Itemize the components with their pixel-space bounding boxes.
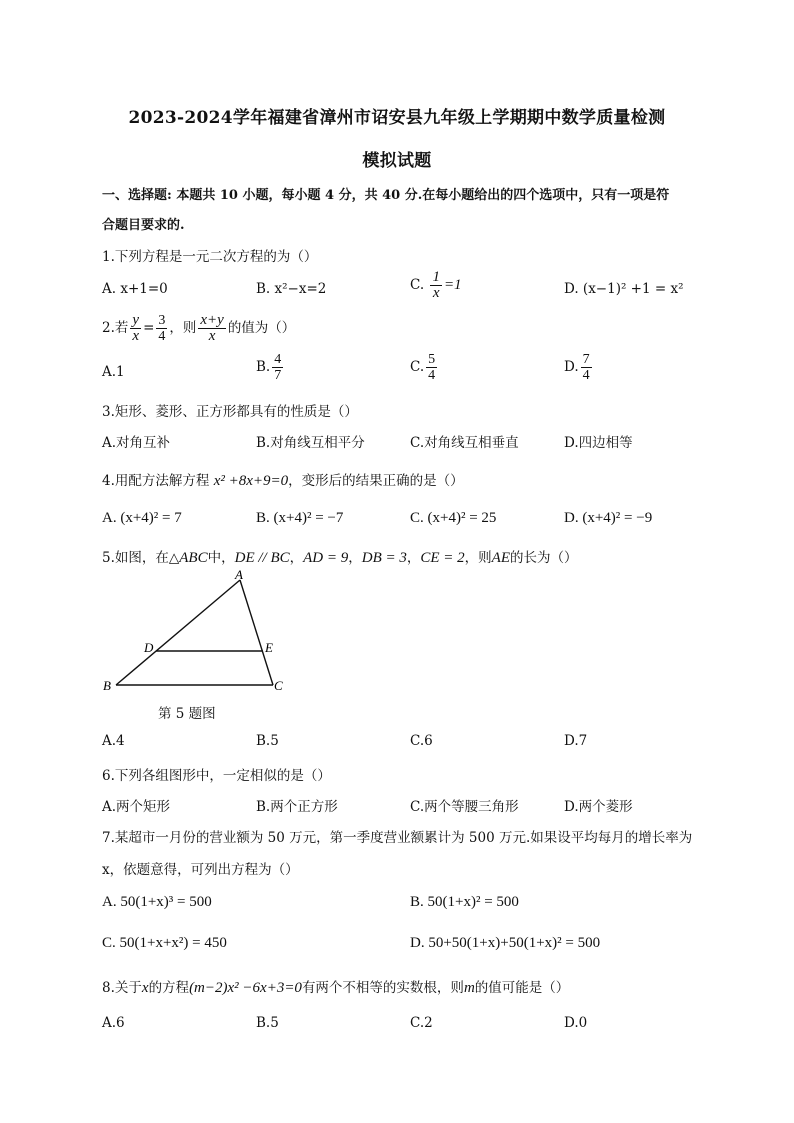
q4-option-a: A. (x+4)² = 7 — [102, 510, 182, 526]
q8-stem: 8.关于x的方程(m−2)x² −6x+3=0有两个不相等的实数根，则m的值可能是（） — [102, 980, 570, 996]
q2-option-d: D. $\frac{7}{4}$ — [564, 352, 590, 383]
q5-option-d: D.7 — [564, 733, 588, 749]
q1-option-c-fraction: $\frac{1}{x}$ — [432, 269, 440, 301]
q7-stem-line1: 7.某超市一月份的营业额为 50 万元，第一季度营业额累计为 500 万元.如果设平均每月的增长率为 — [102, 830, 693, 846]
section-heading-line2: 合题目要求的. — [102, 218, 185, 233]
segment-ac — [240, 580, 273, 685]
q1-option-c — [410, 270, 462, 301]
q1-option-c-rest: =1 — [443, 277, 462, 293]
q7-option-d: D. 50+50(1+x)+50(1+x)² = 500 — [410, 935, 601, 951]
q7-option-b: B. 50(1+x)² = 500 — [410, 894, 519, 910]
q7-option-c: C. 50(1+x+x²) = 450 — [102, 935, 227, 951]
q5-option-b: B.5 — [256, 733, 279, 749]
q1-stem: 1.下列方程是一元二次方程的为（） — [102, 249, 318, 265]
segment-ab — [116, 580, 240, 685]
q6-stem: 6.下列各组图形中，一定相似的是（） — [102, 768, 331, 784]
q5-option-a: A.4 — [102, 733, 125, 749]
q5-option-c: C.6 — [410, 733, 433, 749]
q4-option-d: D. (x+4)² = −9 — [564, 510, 653, 526]
q2-option-b: B. $\frac{4}{7}$ — [256, 352, 282, 383]
q3-option-d: D.四边相等 — [564, 435, 633, 451]
q5-stem: 5.如图，在△ABC中，DE // BC，AD = 9，DB = 3，CE = 2，则AE的长为（） — [102, 550, 578, 566]
q6-option-a: A.两个矩形 — [102, 799, 171, 815]
q2-stem: 2.若 $\frac{y}{x}$ = $\frac{3}{4}$ ，则 $\frac{x+y}{x}$ 的值为（） — [102, 312, 296, 344]
q2-option-a: A.1 — [102, 364, 125, 380]
q1-option-b: B. x²−x=2 — [256, 281, 327, 297]
q1-option-d: D. (x−1)² +1 = x² — [564, 281, 684, 297]
q2-option-c: C. $\frac{5}{4}$ — [410, 352, 436, 383]
document-title-line1: 2023-2024学年福建省漳州市诏安县九年级上学期期中数学质量检测 — [128, 108, 666, 128]
q8-option-a: A.6 — [102, 1015, 125, 1031]
q8-option-d: D.0 — [564, 1015, 588, 1031]
label-d: D — [144, 640, 154, 655]
q4-option-b: B. (x+4)² = −7 — [256, 510, 344, 526]
label-b: B — [103, 678, 111, 693]
q4-option-c: C. (x+4)² = 25 — [410, 510, 497, 526]
q7-option-a: A. 50(1+x)³ = 500 — [102, 894, 212, 910]
q5-triangle-figure — [98, 568, 298, 698]
q7-stem-line2: x，依题意得，可列出方程为（） — [102, 862, 299, 878]
q3-option-a: A.对角互补 — [102, 435, 171, 451]
q3-stem: 3.矩形、菱形、正方形都具有的性质是（） — [102, 404, 358, 420]
label-c: C — [274, 678, 283, 693]
q3-option-c: C.对角线互相垂直 — [410, 435, 519, 451]
q6-option-d: D.两个菱形 — [564, 799, 633, 815]
q6-option-b: B.两个正方形 — [256, 799, 338, 815]
q1-option-c-prefix: C. — [410, 277, 425, 293]
document-title-line2: 模拟试题 — [362, 151, 432, 171]
q4-stem: 4.用配方法解方程 x² +8x+9=0，变形后的结果正确的是（） — [102, 473, 464, 489]
label-e: E — [265, 640, 273, 655]
q8-option-c: C.2 — [410, 1015, 433, 1031]
label-a: A — [235, 568, 243, 582]
q8-option-b: B.5 — [256, 1015, 279, 1031]
q5-figure-caption: 第 5 题图 — [158, 706, 216, 722]
q6-option-c: C.两个等腰三角形 — [410, 799, 519, 815]
q3-option-b: B.对角线互相平分 — [256, 435, 365, 451]
q1-option-a: A. x+1=0 — [102, 281, 168, 297]
section-heading-line1: 一、选择题: 本题共 10 小题，每小题 4 分，共 40 分.在每小题给出的四个选项中，只有一项是符 — [102, 188, 670, 203]
